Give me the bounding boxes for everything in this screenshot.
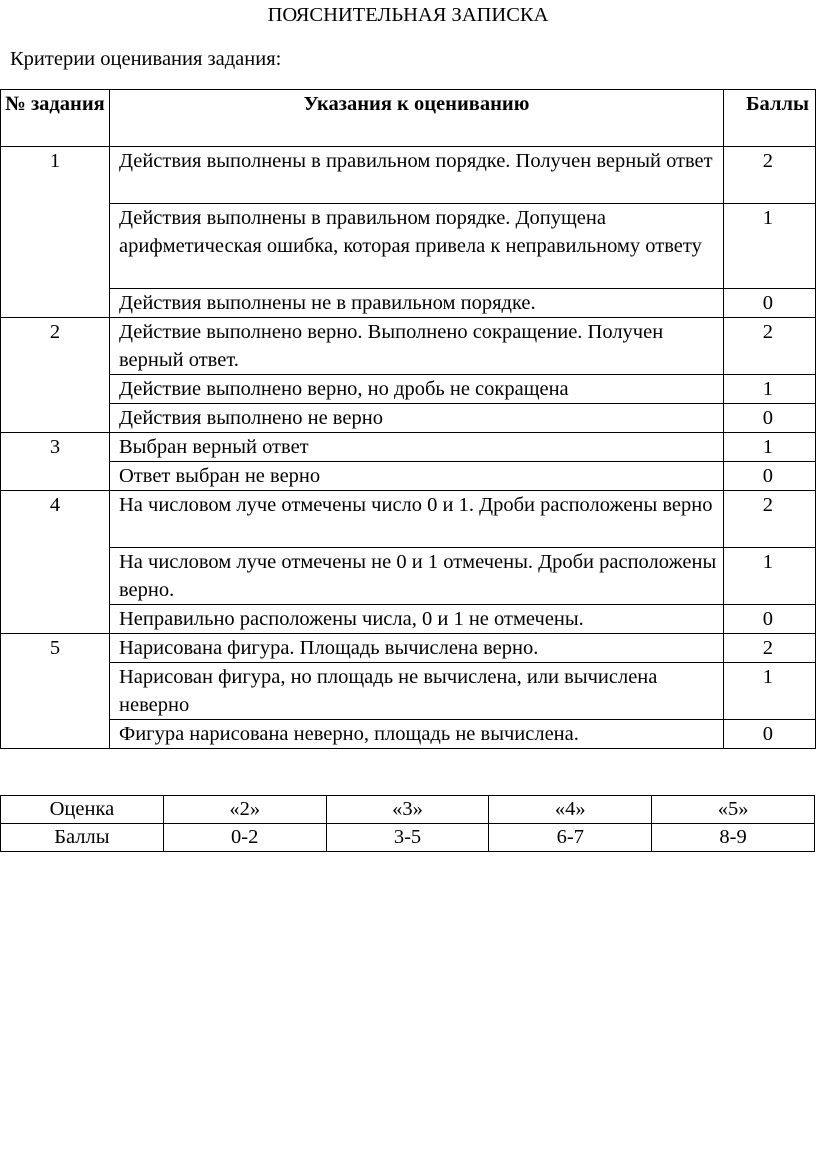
criterion-text: Фигура нарисована неверно, площадь не вычислена. <box>110 720 724 749</box>
criterion-points: 0 <box>724 720 816 749</box>
grades-cell: 6-7 <box>489 824 652 852</box>
grades-cell: 0-2 <box>163 824 326 852</box>
grades-cell: «2» <box>163 796 326 824</box>
criterion-text: Выбран верный ответ <box>110 433 724 462</box>
criterion-points: 0 <box>724 462 816 491</box>
table-row <box>1 433 816 462</box>
table-row <box>1 375 816 404</box>
criterion-points: 1 <box>724 663 816 720</box>
grades-row-marks <box>1 796 815 824</box>
grades-table <box>0 795 815 852</box>
grades-cell: «4» <box>489 796 652 824</box>
grades-cell: Оценка <box>1 796 164 824</box>
criterion-points: 1 <box>724 548 816 605</box>
section-subtitle: Критерии оценивания задания: <box>10 48 282 70</box>
criterion-points: 2 <box>724 318 816 375</box>
grades-cell: «3» <box>326 796 489 824</box>
criterion-points: 1 <box>724 433 816 462</box>
criterion-text: Действия выполнены не в правильном порядке. <box>110 289 724 318</box>
grades-cell: «5» <box>652 796 815 824</box>
criterion-text: Действия выполнены в правильном порядке. Допущена арифметическая ошибка, которая привела к неправильному ответу <box>110 204 724 289</box>
table-row <box>1 147 816 204</box>
criterion-text: Нарисована фигура. Площадь вычислена верно. <box>110 634 724 663</box>
task-number: 4 <box>1 491 110 634</box>
table-row <box>1 404 816 433</box>
task-number: 5 <box>1 634 110 749</box>
table-row <box>1 318 816 375</box>
header-task-number: № задания <box>1 90 110 147</box>
criterion-points: 0 <box>724 605 816 634</box>
criterion-points: 2 <box>724 491 816 548</box>
table-row <box>1 634 816 663</box>
task-number: 1 <box>1 147 110 318</box>
criteria-table <box>0 89 816 749</box>
task-number: 3 <box>1 433 110 491</box>
table-row <box>1 204 816 289</box>
criterion-text: Нарисован фигура, но площадь не вычислена, или вычислена неверно <box>110 663 724 720</box>
grades-cell: 8-9 <box>652 824 815 852</box>
header-points: Баллы <box>724 90 816 147</box>
grades-cell: 3-5 <box>326 824 489 852</box>
table-row <box>1 289 816 318</box>
table-row <box>1 548 816 605</box>
criterion-text: На числовом луче отмечены не 0 и 1 отмечены. Дроби расположены верно. <box>110 548 724 605</box>
criteria-header-row <box>1 90 816 147</box>
criterion-text: Неправильно расположены числа, 0 и 1 не отмечены. <box>110 605 724 634</box>
table-row <box>1 491 816 548</box>
criterion-points: 2 <box>724 634 816 663</box>
table-row <box>1 605 816 634</box>
criterion-points: 2 <box>724 147 816 204</box>
criterion-points: 0 <box>724 404 816 433</box>
grades-row-points <box>1 824 815 852</box>
criterion-points: 1 <box>724 204 816 289</box>
table-row <box>1 663 816 720</box>
criterion-text: Действия выполнены в правильном порядке. Получен верный ответ <box>110 147 724 204</box>
criterion-text: Действие выполнено верно. Выполнено сокращение. Получен верный ответ. <box>110 318 724 375</box>
criterion-points: 0 <box>724 289 816 318</box>
criterion-text: На числовом луче отмечены число 0 и 1. Дроби расположены верно <box>110 491 724 548</box>
task-number: 2 <box>1 318 110 433</box>
criterion-text: Действия выполнено не верно <box>110 404 724 433</box>
criterion-text: Действие выполнено верно, но дробь не сокращена <box>110 375 724 404</box>
page-title: ПОЯСНИТЕЛЬНАЯ ЗАПИСКА <box>267 4 549 26</box>
criterion-text: Ответ выбран не верно <box>110 462 724 491</box>
header-instructions: Указания к оцениванию <box>110 90 724 147</box>
table-row <box>1 462 816 491</box>
table-row <box>1 720 816 749</box>
grades-cell: Баллы <box>1 824 164 852</box>
criterion-points: 1 <box>724 375 816 404</box>
